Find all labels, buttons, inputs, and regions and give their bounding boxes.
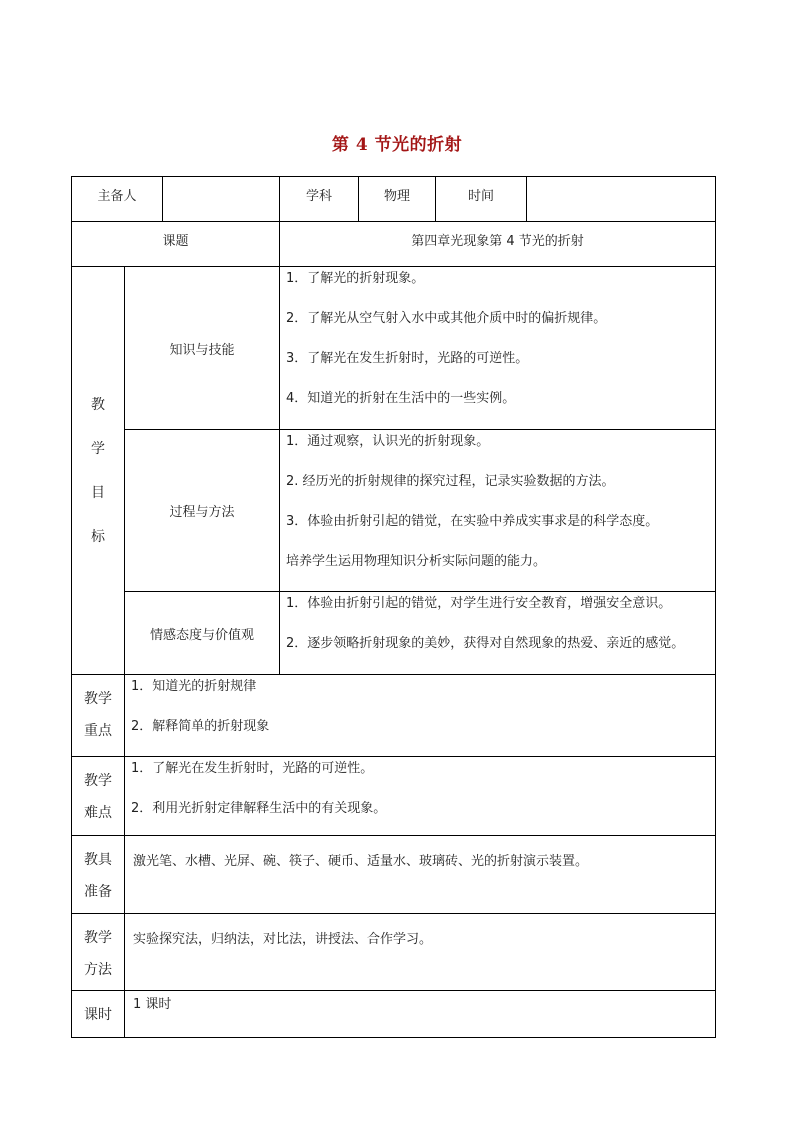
key-points-row (72, 675, 716, 757)
list-item: 培养学生运用物理知识分析实际问题的能力。 (286, 554, 547, 569)
knowledge-content (280, 267, 716, 430)
lesson-plan-table (71, 176, 716, 1038)
topic-value: 第四章光现象第 4 节光的折射 (280, 222, 716, 267)
list-item: 2．逐步领略折射现象的美妙，获得对自然现象的热爱、亲近的感觉。 (286, 636, 685, 651)
objectives-label-char: 教 (91, 396, 105, 413)
objectives-label-char: 标 (91, 528, 105, 545)
objective-emotion-row (72, 592, 716, 675)
methods-label-top: 教学 (84, 930, 112, 946)
periods-content: 1 课时 (125, 991, 716, 1038)
list-item: 1．了解光的折射现象。 (286, 271, 425, 286)
key-points-label (72, 675, 125, 757)
difficulties-label-top: 教学 (84, 773, 112, 789)
list-item: 1．通过观察，认识光的折射现象。 (286, 434, 490, 449)
list-item: 1．体验由折射引起的错觉，对学生进行安全教育，增强安全意识。 (286, 596, 672, 611)
objectives-label-char: 目 (91, 484, 105, 501)
methods-label (72, 914, 125, 991)
key-points-content (125, 675, 716, 757)
header-row (72, 177, 716, 222)
list-item: 2．了解光从空气射入水中或其他介质中时的偏折规律。 (286, 311, 607, 326)
preparer-label: 主备人 (97, 189, 137, 204)
objectives-label (72, 267, 125, 675)
process-label: 过程与方法 (125, 430, 280, 592)
subject-label: 学科 (280, 177, 359, 222)
knowledge-label: 知识与技能 (125, 267, 280, 430)
preparer-value (162, 177, 279, 221)
preparer-cell (72, 177, 280, 222)
objective-process-row (72, 430, 716, 592)
list-item: 1．知道光的折射规律 (131, 679, 257, 694)
topic-row (72, 222, 716, 267)
periods-row (72, 991, 716, 1038)
list-item: 2. 经历光的折射规律的探究过程，记录实验数据的方法。 (286, 474, 615, 489)
objectives-label-char: 学 (91, 440, 105, 457)
topic-label: 课题 (72, 222, 280, 267)
document-title: 第 4 节光的折射 (331, 135, 463, 155)
list-item: 1．了解光在发生折射时，光路的可逆性。 (131, 761, 374, 776)
tools-content: 激光笔、水槽、光屏、碗、筷子、硬币、适量水、玻璃砖、光的折射演示装置。 (125, 836, 716, 914)
methods-row (72, 914, 716, 991)
difficulties-content (125, 757, 716, 836)
time-label: 时间 (436, 177, 527, 222)
key-points-label-bottom: 重点 (84, 723, 112, 739)
key-points-label-top: 教学 (84, 691, 112, 707)
list-item: 3．了解光在发生折射时，光路的可逆性。 (286, 351, 529, 366)
list-item: 3．体验由折射引起的错觉，在实验中养成实事求是的科学态度。 (286, 514, 659, 529)
difficulties-label-bottom: 难点 (84, 805, 112, 821)
objective-knowledge-row (72, 267, 716, 430)
list-item: 2．解释简单的折射现象 (131, 719, 270, 734)
tools-label-bottom: 准备 (84, 884, 112, 900)
tools-label-top: 教具 (84, 852, 112, 868)
tools-label (72, 836, 125, 914)
methods-label-bottom: 方法 (84, 962, 112, 978)
list-item: 4．知道光的折射在生活中的一些实例。 (286, 391, 516, 406)
periods-label: 课时 (72, 991, 125, 1038)
methods-content: 实验探究法，归纳法，对比法，讲授法、合作学习。 (125, 914, 716, 991)
difficulties-row (72, 757, 716, 836)
subject-value: 物理 (359, 177, 436, 222)
process-content (280, 430, 716, 592)
time-value (527, 177, 716, 222)
list-item: 2．利用光折射定律解释生活中的有关现象。 (131, 801, 387, 816)
difficulties-label (72, 757, 125, 836)
tools-row (72, 836, 716, 914)
emotion-label: 情感态度与价值观 (125, 592, 280, 675)
emotion-content (280, 592, 716, 675)
